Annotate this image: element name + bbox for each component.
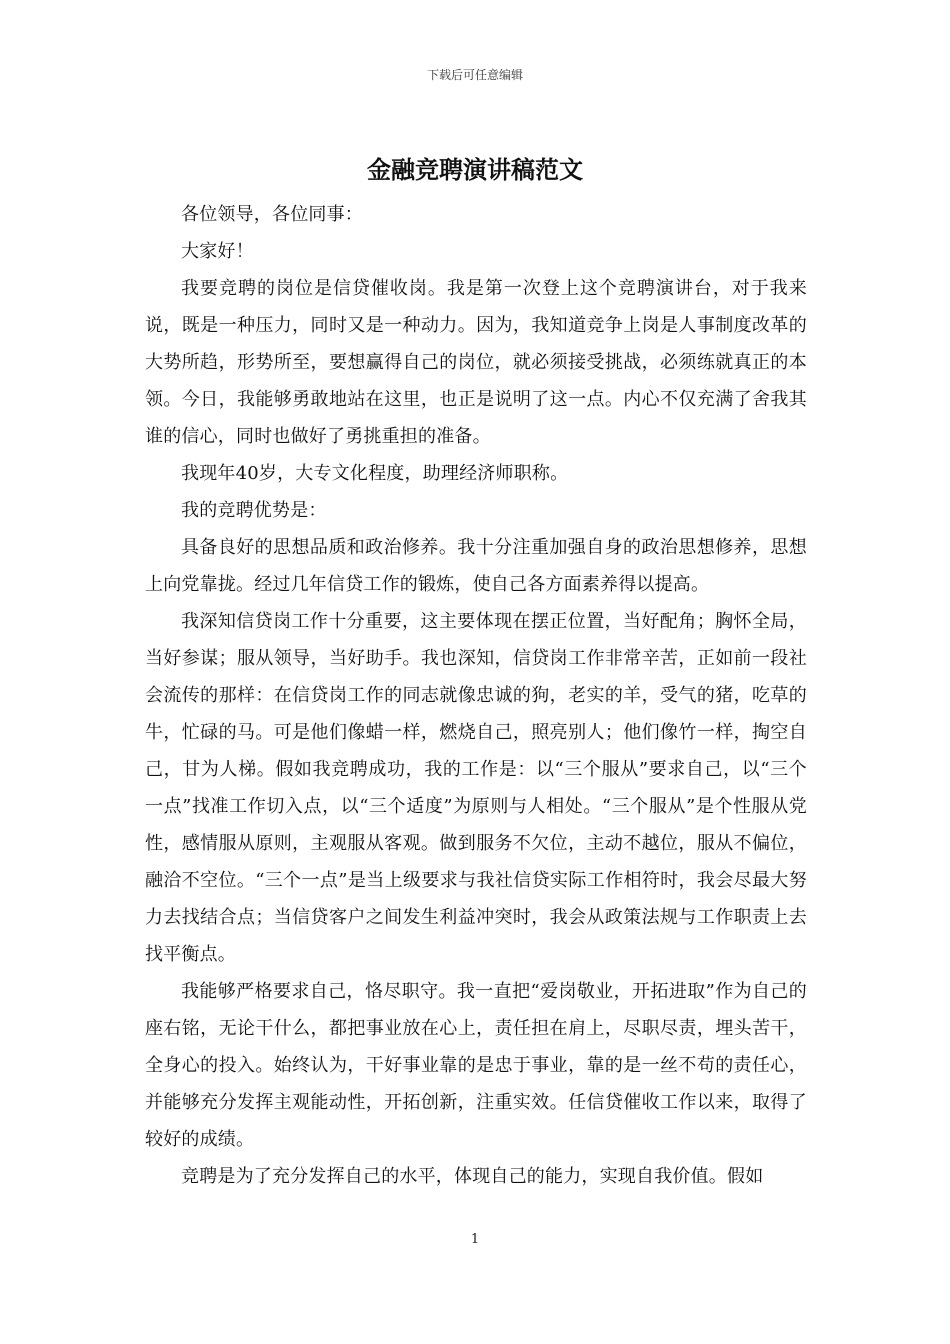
document-title: 金融竞聘演讲稿范文: [367, 155, 583, 184]
document-body: [145, 196, 807, 1195]
paragraph-closing: 竞聘是为了充分发挥自己的水平，体现自己的能力，实现自我价值。假如: [181, 1166, 764, 1187]
header-note: 下载后可任意编辑: [426, 68, 523, 82]
paragraph-position: 我要竞聘的岗位是信贷催收岗。我是第一次登上这个竞聘演讲台，对于我来说，既是一种压力，同时又是一种动力。因为，我知道竞争上岗是人事制度改革的大势所趋，形势所至，要想赢得自己的岗位，就必须接受挑战，必须练就真正的本领。今日，我能够勇敢地站在这里，也正是说明了这一点。内心不仅充满了舍我其谁的信心，同时也做好了勇挑重担的准备。: [145, 278, 807, 447]
paragraph-advantages-heading: 我的竞聘优势是：: [181, 500, 327, 521]
paragraph-hello: 大家好！: [181, 241, 254, 262]
paragraph-dedication: 我能够严格要求自己，恪尽职守。我一直把“爱岗敬业，开拓进取”作为自己的座右铭，无论干什么，都把事业放在心上，责任担在肩上，尽职尽责，埋头苦干，全身心的投入。始终认为，干好事业靠的是忠于事业，靠的是一丝不苟的责任心，并能够充分发挥主观能动性，开拓创新，注重实效。任信贷催收工作以来，取得了较好的成绩。: [145, 981, 807, 1150]
paragraph-greeting: 各位领导，各位同事：: [181, 204, 363, 225]
page-number: 1: [470, 1232, 480, 1247]
paragraph-quality: 具备良好的思想品质和政治修养。我十分注重加强自身的政治思想修养，思想上向党靠拢。经过几年信贷工作的锻炼，使自己各方面素养得以提高。: [145, 537, 807, 595]
paragraph-profile: 我现年40岁，大专文化程度，助理经济师职称。: [181, 463, 569, 484]
paragraph-importance: 我深知信贷岗工作十分重要，这主要体现在摆正位置，当好配角；胸怀全局，当好参谋；服从领导，当好助手。我也深知，信贷岗工作非常辛苦，正如前一段社会流传的那样：在信贷岗工作的同志就像忠诚的狗，老实的羊，受气的猪，吃草的牛，忙碌的马。可是他们像蜡一样，燃烧自己，照亮别人；他们像竹一样，掏空自己，甘为人梯。假如我竞聘成功，我的工作是：以“三个服从”要求自己，以“三个一点”找准工作切入点，以“三个适度”为原则与人相处。“三个服从”是个性服从党性，感情服从原则，主观服从客观。做到服务不欠位，主动不越位，服从不偏位，融洽不空位。“三个一点”是当上级要求与我社信贷实际工作相符时，我会尽最大努力去找结合点；当信贷客户之间发生利益冲突时，我会从政策法规与工作职责上去找平衡点。: [145, 611, 807, 965]
